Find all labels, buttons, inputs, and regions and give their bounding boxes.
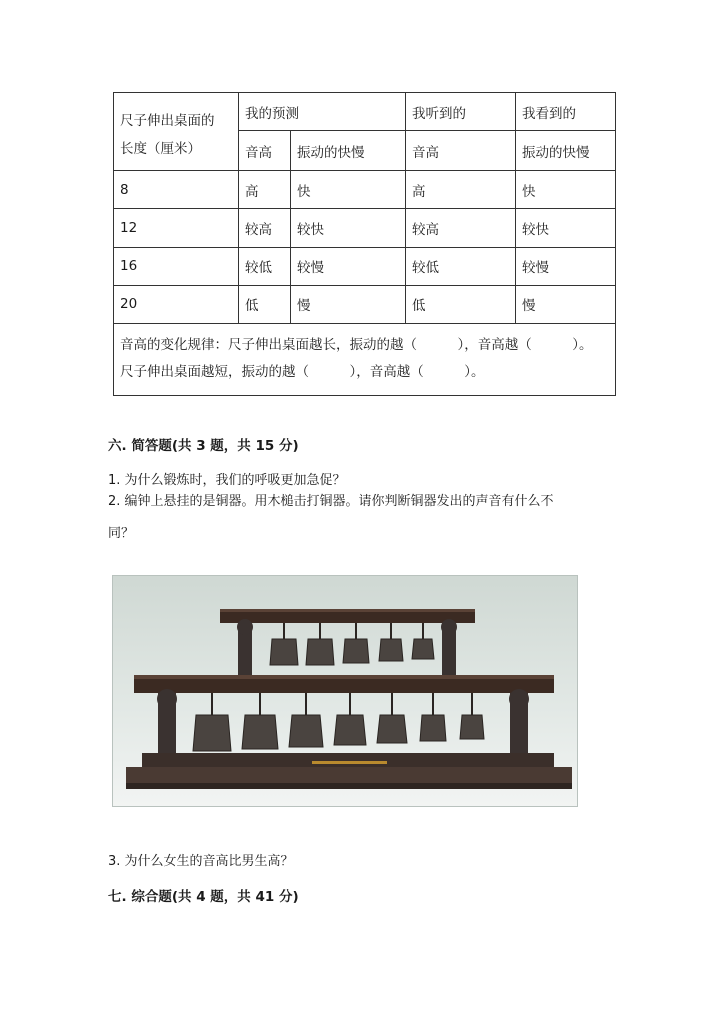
table-row [114,285,616,323]
cell-seen: 较慢 [516,247,616,285]
cell-seen: 较快 [516,209,616,247]
header-what-i-saw: 我看到的 [516,93,616,131]
cell-pred-pitch: 较高 [239,209,291,247]
cell-pred-speed: 快 [291,171,406,209]
header-what-i-heard: 我听到的 [406,93,516,131]
cell-pred-pitch: 高 [239,171,291,209]
question-3: 3. 为什么女生的音高比男生高？ [108,854,294,869]
header-my-prediction: 我的预测 [239,93,406,131]
cell-pred-speed: 慢 [291,285,406,323]
question-2-line1: 2. 编钟上悬挂的是铜器。用木槌击打铜器。请你判断铜器发出的声音有什么不 [108,494,554,509]
table-row [114,209,616,247]
header-length-line2: 长度（厘米） [120,141,201,157]
cell-pred-speed: 较快 [291,209,406,247]
cell-seen: 慢 [516,285,616,323]
subheader-pitch-heard: 音高 [406,131,516,171]
bianzhong-photo [112,575,578,807]
cell-heard: 低 [406,285,516,323]
table-row [114,247,616,285]
subheader-pitch-predict: 音高 [239,131,291,171]
cell-length: 12 [114,209,239,247]
upper-beam [220,609,475,623]
cell-length: 8 [114,171,239,209]
rule-fill-in [114,323,616,395]
header-length-line1: 尺子伸出桌面的 [120,113,215,129]
cell-pred-speed: 较慢 [291,247,406,285]
subheader-speed-seen: 振动的快慢 [516,131,616,171]
cell-seen: 快 [516,171,616,209]
cell-pred-pitch: 较低 [239,247,291,285]
subheader-speed-predict: 振动的快慢 [291,131,406,171]
cell-length: 16 [114,247,239,285]
experiment-table [113,92,616,396]
rule-line-1: 音高的变化规律：尺子伸出桌面越长，振动的越（ ），音高越（ ）。 [120,337,593,354]
cell-heard: 高 [406,171,516,209]
header-length [114,93,239,171]
section7-title: 七. 综合题(共 4 题，共 41 分) [108,889,299,905]
cell-length: 20 [114,285,239,323]
section6-title: 六. 简答题(共 3 题，共 15 分) [108,438,299,454]
base-stand [126,753,572,789]
cell-heard: 较高 [406,209,516,247]
table-row [114,171,616,209]
lower-beam [134,675,554,693]
question-2-line2: 同？ [108,526,135,541]
rule-line-2: 尺子伸出桌面越短，振动的越（ ），音高越（ ）。 [120,364,485,381]
cell-heard: 较低 [406,247,516,285]
cell-pred-pitch: 低 [239,285,291,323]
question-1: 1. 为什么锻炼时，我们的呼吸更加急促？ [108,473,346,488]
